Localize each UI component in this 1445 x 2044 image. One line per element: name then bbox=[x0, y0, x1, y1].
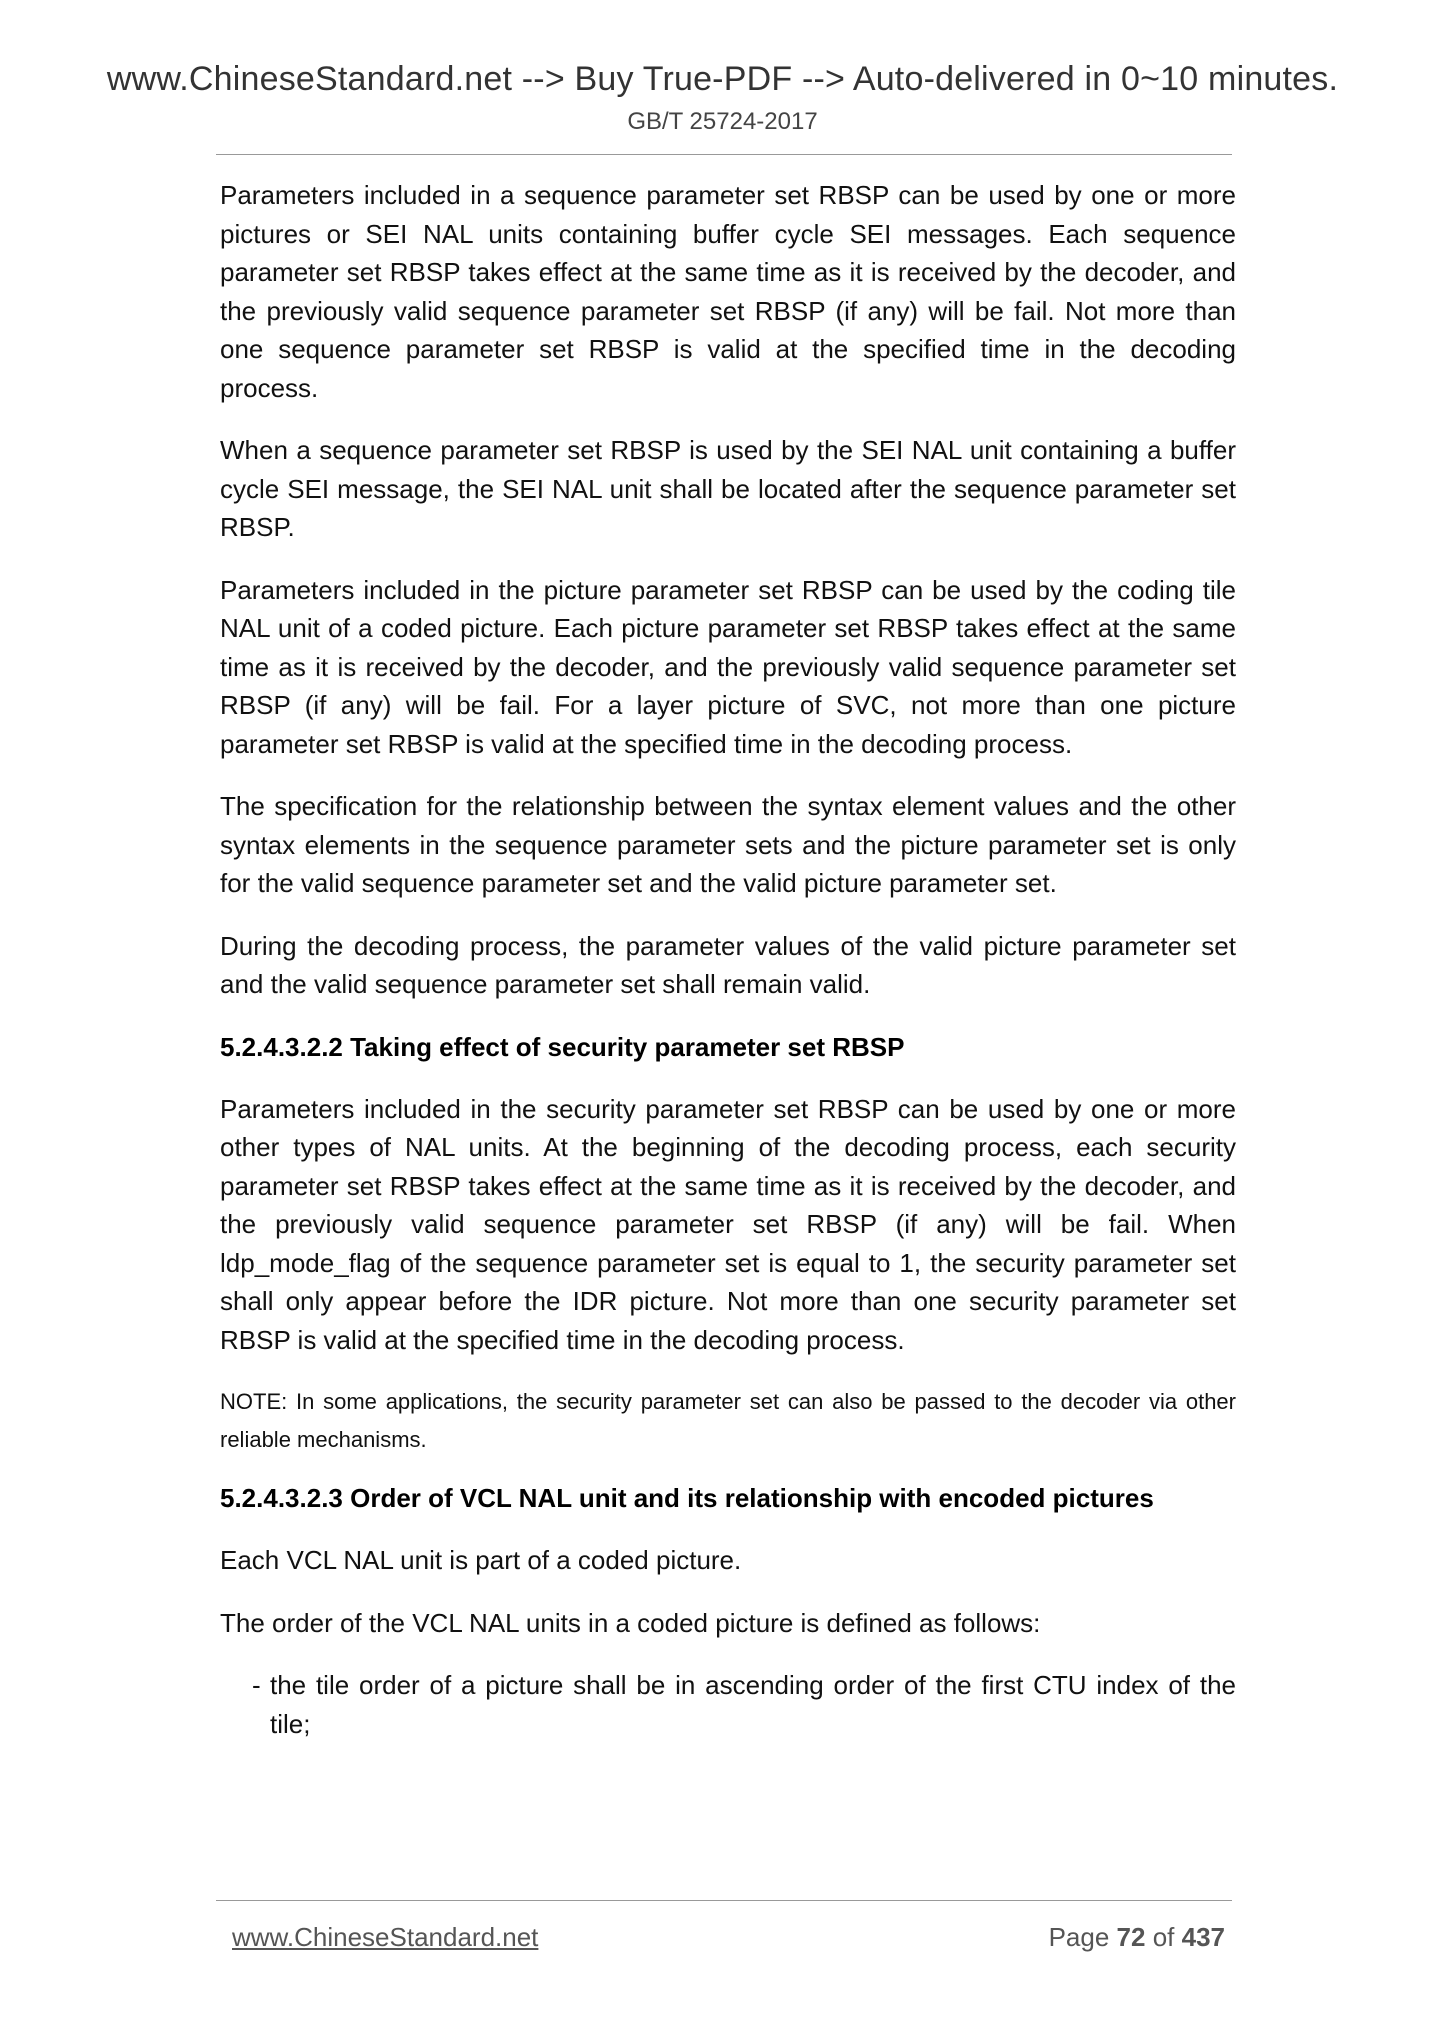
note-security-parameter-set: NOTE: In some applications, the security parameter set can also be passed to the decoder via other reliable mechanisms. bbox=[220, 1389, 1236, 1452]
paragraph-decoding-validity: During the decoding process, the parameter values of the valid picture parameter set and the valid sequence parameter set shall remain valid. bbox=[220, 930, 1236, 999]
section-heading-vcl-nal-order: 5.2.4.3.2.3 Order of VCL NAL unit and its relationship with encoded pictures bbox=[220, 1483, 1154, 1513]
total-page-count: 437 bbox=[1181, 1922, 1225, 1952]
paragraph-vcl-order-intro: The order of the VCL NAL units in a coded picture is defined as follows: bbox=[220, 1607, 1041, 1638]
paragraph-sps-sei: When a sequence parameter set RBSP is used by the SEI NAL unit containing a buffer cycle SEI message, the SEI NAL unit shall be located after the sequence parameter set RBSP. bbox=[220, 435, 1236, 542]
paragraph-pps-parameters: Parameters included in the picture parameter set RBSP can be used by the coding tile NAL unit of a coded picture. Each picture parameter set RBSP takes effect at the same time as it is received by the decoder, and the previously valid sequence parameter set RBSP (if any) will be fail. For a layer picture of SVC, not more than one picture parameter set RBSP is valid at the specified time in the decoding process. bbox=[220, 574, 1236, 759]
footer-website-link[interactable]: www.ChineseStandard.net bbox=[232, 1922, 539, 1952]
paragraph-sps-parameters: Parameters included in a sequence parameter set RBSP can be used by one or more pictures or SEI NAL units containing buffer cycle SEI messages. Each sequence parameter set RBSP takes effect at the same time as it is received by the decoder, and the previously valid sequence parameter set RBSP (if any) will be fail. Not more than one sequence parameter set RBSP is valid at the specified time in the decoding process. bbox=[220, 180, 1236, 403]
header-divider bbox=[216, 154, 1232, 155]
page-of-label: of bbox=[1152, 1922, 1175, 1952]
list-bullet: - bbox=[252, 1670, 261, 1700]
list-item-text: the tile order of a picture shall be in ascending order of the first CTU index of the tile; bbox=[270, 1670, 1236, 1739]
paragraph-relationship-spec: The specification for the relationship between the syntax element values and the other syntax elements in the sequence parameter sets and the picture parameter set is only for the valid sequence parameter set and the valid picture parameter set. bbox=[220, 791, 1236, 898]
page-body bbox=[220, 176, 1236, 1743]
top-banner: www.ChineseStandard.net --> Buy True-PDF --> Auto-delivered in 0~10 minutes. bbox=[106, 60, 1339, 98]
list-item bbox=[252, 1666, 1236, 1743]
footer-divider bbox=[216, 1900, 1232, 1901]
standard-code: GB/T 25724-2017 bbox=[627, 108, 818, 135]
paragraph-security-parameter-set: Parameters included in the security parameter set RBSP can be used by one or more other types of NAL units. At the beginning of the decoding process, each security parameter set RBSP takes effect at the same time as it is received by the decoder, and the previously valid sequence parameter set RBSP (if any) will be fail. When ldp_mode_flag of the sequence parameter set is equal to 1, the security parameter set shall only appear before the IDR picture. Not more than one security parameter set RBSP is valid at the specified time in the decoding process. bbox=[220, 1093, 1236, 1355]
paragraph-vcl-part-of-picture: Each VCL NAL unit is part of a coded picture. bbox=[220, 1545, 742, 1575]
page-number-indicator bbox=[1049, 1922, 1225, 1953]
section-heading-security-parameter-set: 5.2.4.3.2.2 Taking effect of security parameter set RBSP bbox=[220, 1031, 905, 1062]
page-label: Page bbox=[1048, 1922, 1110, 1952]
current-page-number: 72 bbox=[1116, 1922, 1146, 1952]
